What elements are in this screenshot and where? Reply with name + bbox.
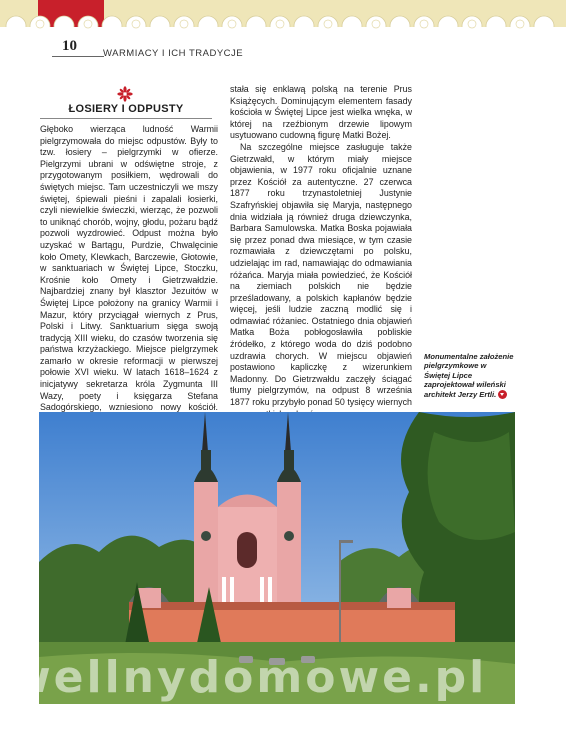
flower-ornament-icon (117, 86, 133, 102)
caption-arrow-icon (498, 390, 507, 399)
caption-text: Monumentalne założenie pielgrzymkowe w Świętej Lipce zaprojektował wileński architekt Jerzy Ertli. (424, 352, 514, 399)
header-rule (52, 56, 104, 57)
left-column (40, 124, 218, 425)
right-column (230, 84, 412, 420)
photo-caption (424, 352, 514, 399)
basilica-photo (39, 412, 515, 704)
section-title: ŁOSIERY I ODPUSTY (68, 103, 184, 115)
page-number: 10 (62, 38, 77, 54)
right-paragraph: Na szczególne miejsce zasługuje także Gietrzwałd, w którym miały miejsce objawienia, w 1977 roku oficjalnie uznane przez Kościół za autentyczne. 27 czerwca 1877 roku trzynastoletniej Justynie Szafryńskiej objawiła się Maryja, następnego dnia widziała ją również druga dziewczynka, Barbara Samulowska. Matka Boska pojawiała się przez ponad dwa miesiące, w tym czasie rozmawiała z dziewczętami po polsku, udzielając im rad, namawiając do odmawiania różańca. Maryja miała powiedzieć, że Kościół na ziemiach polskich nie będzie prześladowany, a polskich kapłanów będzie więcej, jeśli ludzie zaczną modlić się i odmawiać różaniec. Ostatniego dnia objawień Matka Boża pobłogosławiła pobliskie źródełko, z którego woda do dziś podobno uzdrawia chorych. W miejscu objawień postawiono kapliczkę z wizerunkiem Madonny. Do Gietrzwałdu zaczęły ściągać tłumy pielgrzymów, na odpust 8 września 1877 roku przybyło ponad 50 tysięcy wiernych (230, 141, 412, 408)
running-head: WARMIACY I ICH TRADYCJE (103, 48, 244, 59)
left-paragraph: Głęboko wierząca ludność Warmii pielgrzymowała do miejsc odpustów. Były to tzw. łosiery – pielgrzymki w ofierze. Pielgrzymi ubrani w odświętne stroje, z przygotowanym posiłkiem, wędrowali do świętych miejsc. Tam uczestniczyli we mszy świętej, śpiewali pieśni i zapalali łosierki, czyli niewielkie świeczki, wierząc, że pozwoli to uniknąć chorób, wojny, głodu, pożaru bądź pozwoli wyzdrowieć. Odpust można było uzyskać w Bartągu, Purdzie, Chwalęcinie koło Omety, Klewkach, Barczewie, Głotowie, w sanktuariach w Świętej Lipce, Stoczku, Krośnie koło Omety i Gietrzwałdzie. Najbardziej znany był klasztor Jezuitów w Świętej Lipce położony na granicy Warmii i Mazur, który przyciągał wiernych z Prus, Polski i Litwy. Sanktuarium sięga swoją tradycją XIII wieku, do czasów tworzenia się państwa krzyżackiego. Miejsce pielgrzymek zamarło w okresie reformacji w pierwszej połowie XVI wieku. W latach 1618–1624 z inicjatywy sekretarza króla Zygmunta III Wazy, poety i księgarza Stefana Sadogórskiego, wzniesiono nowy kościół. (40, 124, 218, 413)
basilica-illustration (39, 412, 515, 704)
watermark: wellnydomowe.pl (10, 652, 488, 703)
lace-border (0, 14, 566, 44)
right-paragraph: stała się enklawą polską na terenie Prus Książęcych. Dominującym elementem fasady kościoła w Świętej Lipce jest wielka wnęka, w której na rzeźbionym drzewie lipowym usytuowano cudowną figurę Matki Bożej. (230, 84, 412, 141)
title-rule (40, 118, 212, 119)
